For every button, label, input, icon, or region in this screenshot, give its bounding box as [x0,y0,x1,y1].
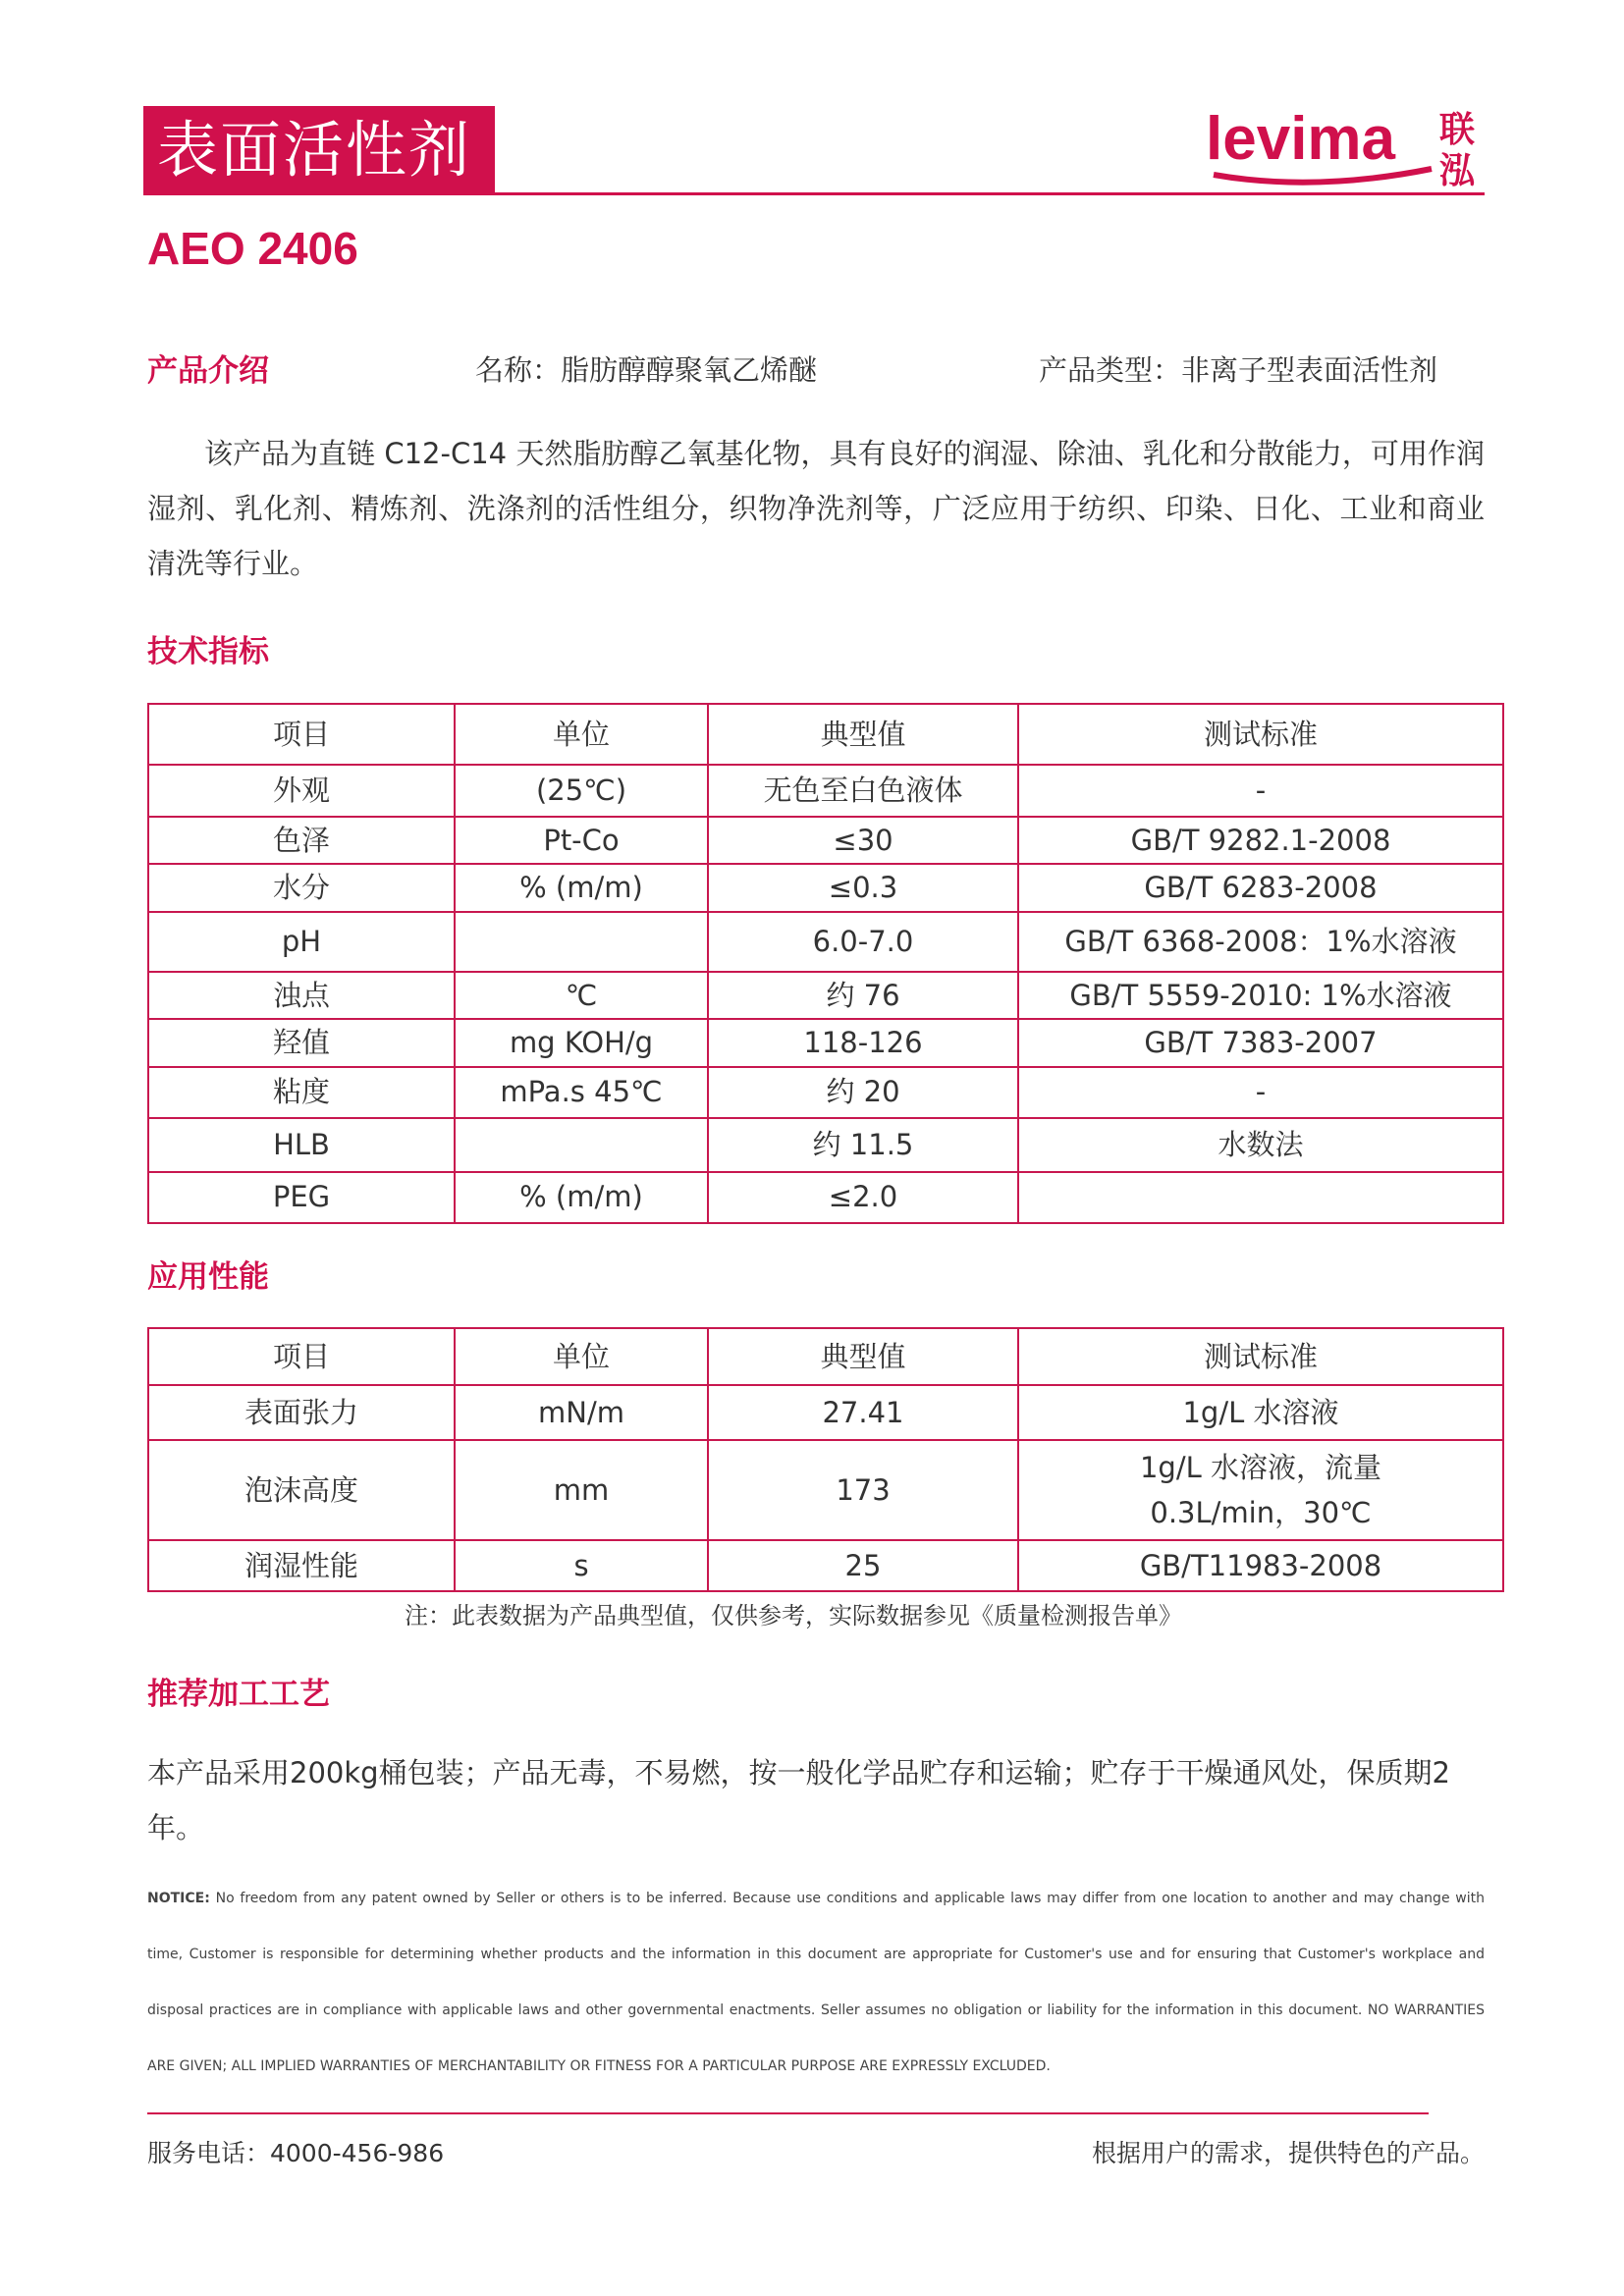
table-cell: mg KOH/g [455,1019,708,1066]
tech-heading: 技术指标 [147,634,269,669]
table-cell: 外观 [148,765,455,817]
table-cell [455,1118,708,1172]
header-cell: 项目 [148,1328,455,1385]
table-row [148,1067,1503,1118]
table-cell: GB/T 9282.1-2008 [1018,817,1503,864]
table-cell: pH [148,912,455,972]
table-row [148,1118,1503,1172]
header-cell: 项目 [148,704,455,765]
logo-cn-2: 泓 [1439,151,1476,191]
table-cell: HLB [148,1118,455,1172]
table-cell: mN/m [455,1385,708,1440]
table-cell: % (m/m) [455,1172,708,1223]
table-cell: 1g/L 水溶液 [1018,1385,1503,1440]
service-phone: 服务电话：4000-456-986 [147,2139,445,2167]
table-cell: 118-126 [708,1019,1018,1066]
table-cell: ℃ [455,972,708,1019]
table-cell: 6.0-7.0 [708,912,1018,972]
logo-wordmark: levima [1206,105,1396,173]
table-row [148,1440,1503,1540]
table-row [148,1540,1503,1591]
header-cell: 典型值 [708,704,1018,765]
table-cell: 1g/L 水溶液，流量 0.3L/min，30℃ [1018,1440,1503,1540]
header-cell: 单位 [455,1328,708,1385]
table-cell: s [455,1540,708,1591]
table-cell: 27.41 [708,1385,1018,1440]
intro-heading: 产品介绍 [147,353,269,389]
table-cell: - [1018,765,1503,817]
table-cell: 粘度 [148,1067,455,1118]
table-cell: 约 11.5 [708,1118,1018,1172]
notice-label: NOTICE: [147,1891,210,1906]
table-cell: 25 [708,1540,1018,1591]
table-cell: 羟值 [148,1019,455,1066]
table-header-row [148,1328,1503,1385]
table-cell: mPa.s 45℃ [455,1067,708,1118]
footer-slogan: 根据用户的需求，提供特色的产品。 [1091,2139,1485,2167]
table-cell: (25℃) [455,765,708,817]
logo-cn-1: 联 [1439,110,1476,150]
table-cell: GB/T11983-2008 [1018,1540,1503,1591]
header-cell: 测试标准 [1018,1328,1503,1385]
table-cell: Pt-Co [455,817,708,864]
table-cell: GB/T 5559-2010: 1%水溶液 [1018,972,1503,1019]
product-description: 该产品为直链 C12-C14 天然脂肪醇乙氧基化物，具有良好的润湿、除油、乳化和分散能力，可用作润湿剂、乳化剂、精炼剂、洗涤剂的活性组分，织物净洗剂等，广泛应用于纺织、印染、日化、工业和商业清洗等行业。 [147,437,1485,580]
header-cell: 测试标准 [1018,704,1503,765]
application-table [147,1327,1504,1592]
application-heading: 应用性能 [147,1259,269,1295]
table-row [148,864,1503,911]
table-row [148,1172,1503,1223]
table-cell: ≤0.3 [708,864,1018,911]
table-cell: - [1018,1067,1503,1118]
table-cell: GB/T 7383-2007 [1018,1019,1503,1066]
notice-text: No freedom from any patent owned by Seller or others is to be inferred. Because use conditions and applicable laws may differ from one location to another and may change with time, Customer is responsible for determining whether products and the information in this document are appropriate for Customer's use and for ensuring that Customer's workplace and disposal practices are in compliance with applicable laws and other governmental enactments. Seller assumes no obligation or liability for the information in this document. NO WARRANTIES ARE GIVEN; ALL IMPLIED WARRANTIES OF MERCHANTABILITY OR FITNESS FOR A PARTICULAR PURPOSE ARE EXPRESSLY EXCLUDED. [147,1891,1486,2074]
table-row [148,817,1503,864]
table-row [148,912,1503,972]
legal-notice [147,1871,1485,2095]
process-text: 本产品采用200kg桶包装；产品无毒，不易燃，按一般化学品贮存和运输；贮存于干燥通风处，保质期2年。 [147,1756,1451,1844]
table-row [148,1019,1503,1066]
table-cell: % (m/m) [455,864,708,911]
process-heading: 推荐加工工艺 [147,1677,330,1712]
table-cell: 约 20 [708,1067,1018,1118]
table-cell [1018,1172,1503,1223]
tech-spec-table [147,703,1504,1224]
table-row [148,1385,1503,1440]
table-cell: 水数法 [1018,1118,1503,1172]
table-note: 注：此表数据为产品典型值，仅供参考，实际数据参见《质量检测报告单》 [405,1602,1182,1629]
table-row [148,972,1503,1019]
header-cell: 典型值 [708,1328,1018,1385]
table-cell: 色泽 [148,817,455,864]
table-cell: 约 76 [708,972,1018,1019]
levima-logo [1206,102,1485,194]
table-cell: PEG [148,1172,455,1223]
table-cell: ≤30 [708,817,1018,864]
product-code: AEO 2406 [147,223,358,274]
table-row [148,765,1503,817]
table-cell: 表面张力 [148,1385,455,1440]
table-cell: mm [455,1440,708,1540]
table-cell: 润湿性能 [148,1540,455,1591]
table-cell: GB/T 6368-2008：1%水溶液 [1018,912,1503,972]
table-cell: 浊点 [148,972,455,1019]
category-title: 表面活性剂 [157,114,472,186]
table-cell: GB/T 6283-2008 [1018,864,1503,911]
table-cell [455,912,708,972]
table-cell: 泡沫高度 [148,1440,455,1540]
table-header-row [148,704,1503,765]
table-cell: 无色至白色液体 [708,765,1018,817]
table-cell: ≤2.0 [708,1172,1018,1223]
header-cell: 单位 [455,704,708,765]
table-cell: 173 [708,1440,1018,1540]
footer-rule [147,2112,1429,2114]
product-name: 名称：脂肪醇醇聚氧乙烯醚 [475,353,818,387]
table-cell: 水分 [148,864,455,911]
product-type: 产品类型：非离子型表面活性剂 [1039,353,1438,387]
